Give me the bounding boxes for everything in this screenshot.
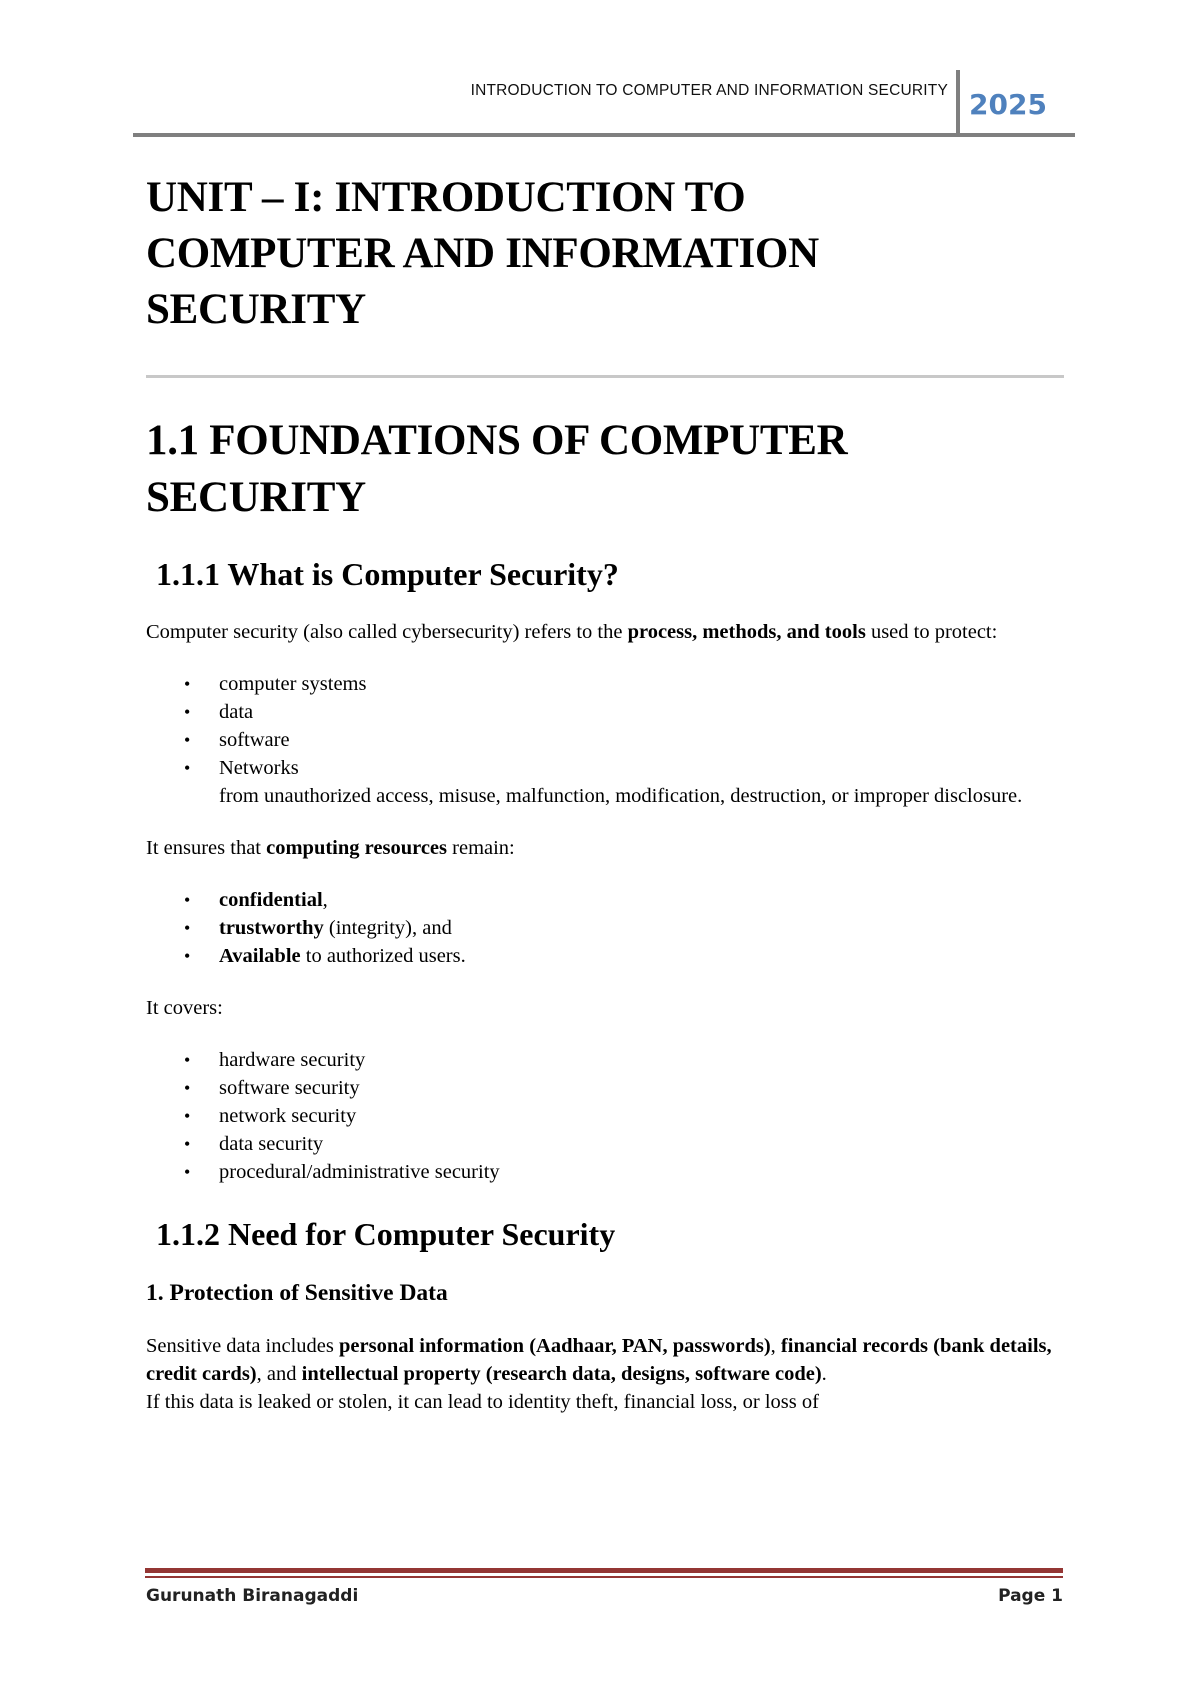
bullet-icon: •	[184, 1162, 191, 1182]
ensures-post: remain:	[447, 837, 515, 859]
list-item	[146, 914, 1066, 942]
list-item	[146, 670, 1066, 698]
list-item	[146, 1158, 1066, 1186]
p-sep2: , and	[256, 1363, 302, 1385]
list-item	[146, 1102, 1066, 1130]
section-1-1-line2: SECURITY	[146, 474, 366, 521]
unit-title-line2: COMPUTER AND INFORMATION	[146, 230, 819, 277]
ensures-pre: It ensures that	[146, 837, 267, 859]
definition-paragraph	[146, 618, 1066, 646]
bullet-icon: •	[184, 1078, 191, 1098]
bullet-icon: •	[184, 1050, 191, 1070]
p-bold-personal: personal information (Aadhaar, PAN, passwords)	[339, 1335, 771, 1357]
unit-title-line1: UNIT – I: INTRODUCTION TO	[146, 174, 746, 221]
bullet-icon: •	[184, 1106, 191, 1126]
list-item-text: network security	[219, 1105, 357, 1127]
list-item-text: Networks	[219, 757, 299, 779]
bullet-icon: •	[184, 1134, 191, 1154]
page-header	[133, 70, 1075, 136]
bullet-icon: •	[184, 674, 191, 694]
intro-bold: process, methods, and tools	[627, 621, 866, 643]
footer-rule	[145, 1568, 1063, 1573]
list-item	[146, 726, 1066, 754]
bullet-icon: •	[184, 918, 191, 938]
section-1-1-heading	[146, 412, 1066, 526]
unit-title	[146, 170, 1066, 338]
list-item-text: computer systems	[219, 673, 367, 695]
list-item-text: data	[219, 701, 254, 723]
list-item-bold: confidential	[219, 889, 323, 911]
sensitive-data-paragraph	[146, 1332, 1066, 1416]
list-item-bold: trustworthy	[219, 917, 324, 939]
list-item	[146, 1130, 1066, 1158]
list-item	[146, 1074, 1066, 1102]
protect-tail: from unauthorized access, misuse, malfunction, modification, destruction, or improper disclosure.	[219, 785, 1023, 807]
list-item-text: data security	[219, 1133, 324, 1155]
header-divider	[956, 70, 960, 136]
list-item-text: ,	[322, 889, 328, 911]
p-line2: If this data is leaked or stolen, it can lead to identity theft, financial loss, or loss of	[146, 1391, 819, 1413]
list-item-text: to authorized users.	[300, 945, 466, 967]
bullet-icon: •	[184, 890, 191, 910]
bullet-icon: •	[184, 730, 191, 750]
p-pre: Sensitive data includes	[146, 1335, 339, 1357]
covers-label: It covers:	[146, 997, 223, 1019]
p-bold-financial: financial records (bank details, credit cards)	[146, 1335, 1052, 1385]
page-content	[146, 170, 1066, 1416]
list-item-text: procedural/administrative security	[219, 1161, 500, 1183]
list-item	[146, 754, 1066, 810]
ensures-paragraph	[146, 834, 1066, 862]
sub-1-1-1-heading: 1.1.1 What is Computer Security?	[156, 556, 619, 592]
p-bold-intellectual: intellectual property (research data, designs, software code)	[301, 1363, 822, 1385]
covers-list	[146, 1046, 1066, 1186]
p-sep1: ,	[770, 1335, 781, 1357]
footer-page-number: Page 1	[998, 1586, 1063, 1606]
intro-post: used to protect:	[865, 621, 998, 643]
list-item	[146, 886, 1066, 914]
footer-rule-thin	[145, 1576, 1063, 1578]
list-item-text: (integrity), and	[323, 917, 452, 939]
list-item-bold: Available	[219, 945, 301, 967]
p-end: .	[821, 1363, 827, 1385]
list-item-text: hardware security	[219, 1049, 366, 1071]
unit-title-line3: SECURITY	[146, 286, 366, 333]
bullet-icon: •	[184, 702, 191, 722]
point-1-heading: 1. Protection of Sensitive Data	[146, 1280, 448, 1306]
list-item	[146, 942, 1066, 970]
bullet-icon: •	[184, 758, 191, 778]
header-title: INTRODUCTION TO COMPUTER AND INFORMATION SECURITY	[470, 82, 948, 99]
section-divider	[146, 375, 1064, 378]
list-item	[146, 698, 1066, 726]
header-rule	[133, 133, 1075, 137]
footer-author: Gurunath Biranagaddi	[146, 1586, 359, 1606]
protect-list	[146, 670, 1066, 810]
ensures-bold: computing resources	[266, 837, 448, 859]
list-item	[146, 1046, 1066, 1074]
section-1-1-line1: 1.1 FOUNDATIONS OF COMPUTER	[146, 417, 848, 464]
intro-pre: Computer security (also called cybersecurity) refers to the	[146, 621, 628, 643]
header-year: 2025	[969, 88, 1047, 121]
bullet-icon: •	[184, 946, 191, 966]
list-item-text: software	[219, 729, 290, 751]
sub-1-1-2-heading: 1.1.2 Need for Computer Security	[156, 1216, 616, 1252]
ensures-list	[146, 886, 1066, 970]
list-item-text: software security	[219, 1077, 360, 1099]
